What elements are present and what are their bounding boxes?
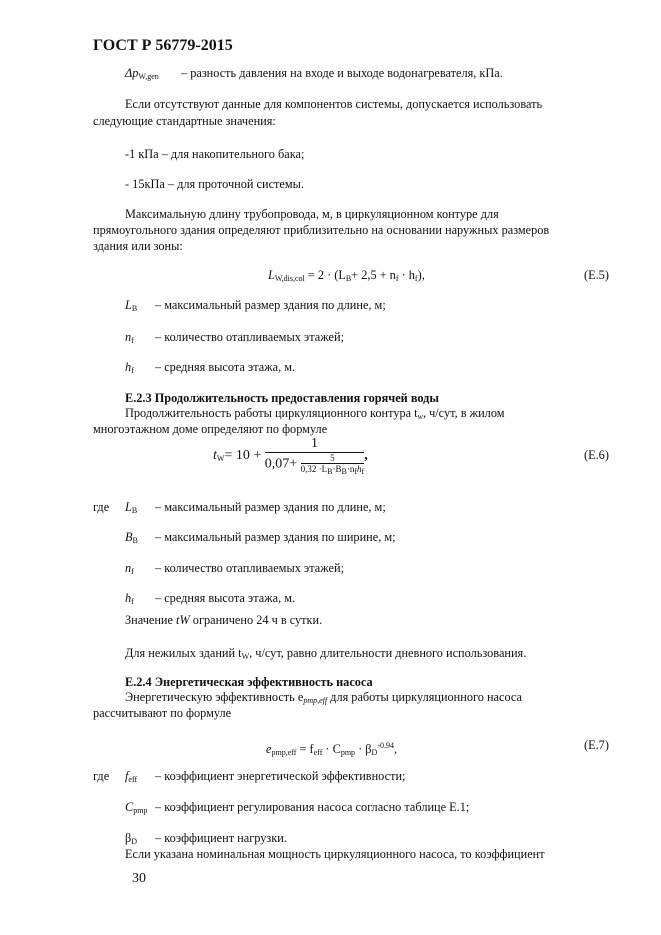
paragraph-line: Энергетическую эффективность $e_{pmp,eff}$ для работы циркуляционного насоса (125, 690, 522, 705)
note-line: Для нежилых зданий $t_W$, ч/сут, равно длительности дневного использования. (125, 646, 527, 661)
equation-label: (E.5) (584, 268, 609, 282)
where-label: где (93, 500, 110, 514)
list-item: -1 кПа – для накопительного бака; (125, 147, 305, 161)
document-header: ГОСТ Р 56779-2015 (93, 37, 233, 54)
section-heading: E.2.3 Продолжительность предоставления горячей воды (125, 391, 439, 405)
paragraph-line: Если отсутствуют данные для компонентов системы, допускается использовать (125, 97, 543, 111)
equation-e6: $t_W= 10$ + 1 0,07+ $\frac{5}{0,32 \cdot L_B\cdot B_B\cdot n_fh_f}$ , (213, 436, 368, 476)
note-line: Значение tW ограничено 24 ч в сутки. (125, 613, 323, 627)
list-item: - 15кПа – для проточной системы. (125, 177, 304, 191)
definition-delta-p: $\Delta p_{W,gen}$ (125, 66, 159, 81)
page-number: 30 (132, 871, 146, 886)
equation-e5: $L_{W,dis,col} = 2 \cdot (L_B+ 2,5 + n_f \cdot h_f)$, (268, 268, 425, 283)
equation-label: (E.6) (584, 448, 609, 462)
paragraph-line: Максимальную длину трубопровода, м, в циркуляционном контуре для (125, 207, 499, 221)
paragraph-line: здания или зоны: (93, 239, 183, 253)
paragraph-line: следующие стандартные значения: (93, 114, 276, 128)
paragraph-line: прямоугольного здания определяют приблизительно на основании наружных размеров (93, 223, 550, 237)
paragraph-line: Продолжительность работы циркуляционного контура $t_w$, ч/сут, в жилом (125, 406, 505, 421)
definition-text: – разность давления на входе и выходе водонагревателя, кПа. (181, 66, 503, 80)
section-heading: E.2.4 Энергетическая эффективность насоса (125, 675, 373, 689)
paragraph-line: рассчитывают по формуле (93, 706, 232, 720)
equation-label: (E.7) (584, 738, 609, 752)
paragraph-line: Если указана номинальная мощность циркуляционного насоса, то коэффициент (125, 847, 545, 861)
where-label: где (93, 769, 110, 783)
equation-e7: $e_{pmp,eff} = f_{eff} \cdot C_{pmp} \cdot \beta_D^{-0.94}$, (266, 741, 398, 757)
paragraph-line: многоэтажном доме определяют по формуле (93, 422, 328, 436)
